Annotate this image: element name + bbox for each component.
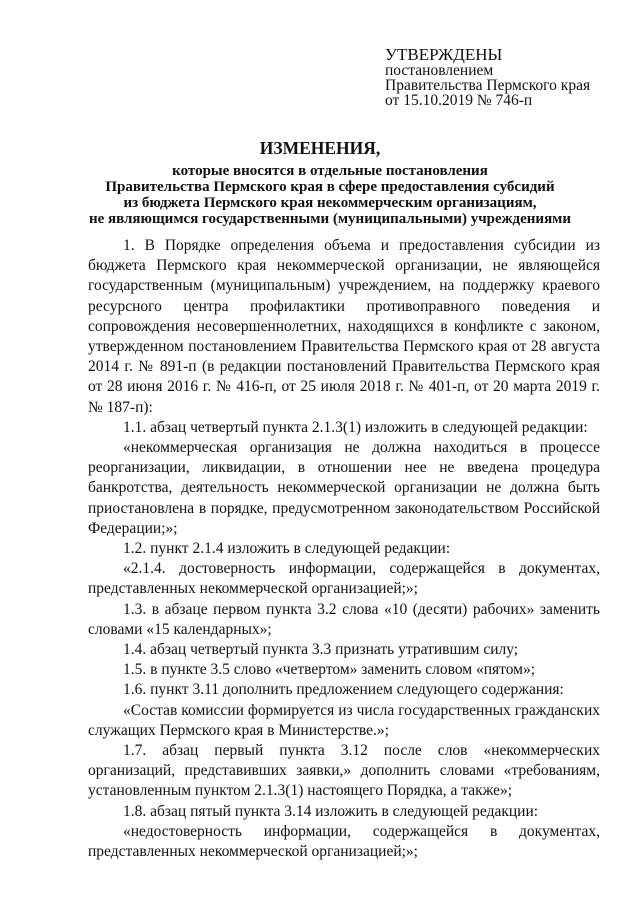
approval-stamp xyxy=(385,46,590,108)
subtitle-line: не являющимся государственными (муниципальными) учреждениями xyxy=(88,211,572,227)
document-title: ИЗМЕНЕНИЯ, xyxy=(259,138,381,158)
paragraph: 1. В Порядке определения объема и предоставления субсидии из бюджета Пермского края некоммерческой организации, не являющейся государственным (муниципальным) учреждением, на поддержку краевого ресурсного центра профилактики противоправного поведения и сопровождения несовершеннолетних, находящихся в конфликте с законом, утвержденном постановлением Правительства Пермского края от 28 августа 2014 г. № 891-п (в редакции постановлений Правительства Пермского края от 28 июня 2016 г. № 416-п, от 25 июля 2018 г. № 401-п, от 20 марта 2019 г. № 187-п): xyxy=(88,237,600,416)
paragraph: 1.3. в абзаце первом пункта 3.2 слова «10 (десяти) рабочих» заменить словами «15 календарных»; xyxy=(88,600,600,638)
approval-line: Правительства Пермского края xyxy=(385,77,591,94)
document-body xyxy=(88,236,600,862)
approval-heading: УТВЕРЖДЕНЫ xyxy=(385,45,503,64)
paragraph: 1.5. в пункте 3.5 слово «четвертом» заменить словом «пятом»; xyxy=(123,661,536,679)
subtitle-line: которые вносятся в отдельные постановления xyxy=(172,163,488,179)
paragraph: 1.8. абзац пятый пункта 3.14 изложить в следующей редакции: xyxy=(123,802,539,820)
paragraph: «2.1.4. достоверность информации, содержащейся в документах, представленных некоммерческой организацией;»; xyxy=(88,560,600,598)
paragraph: «некоммерческая организация не должна находиться в процессе реорганизации, ликвидации, в отношении нее не введена процедура банкротства, деятельность некоммерческой организации не должна быть приостановлена в порядке, предусмотренном законодательством Российской Федерации;»; xyxy=(88,439,600,537)
paragraph: «Состав комиссии формируется из числа государственных гражданских служащих Пермского края в Министерстве.»; xyxy=(88,701,600,739)
paragraph: 1.7. абзац первый пункта 3.12 после слов «некоммерческих организаций, представивших заявки,» дополнить словами «требованиям, установленным пунктом 2.1.3(1) настоящего Порядка, а также»; xyxy=(88,742,600,800)
document-subtitle xyxy=(60,163,600,227)
paragraph: 1.2. пункт 2.1.4 изложить в следующей редакции: xyxy=(123,540,451,558)
paragraph: 1.4. абзац четвертый пункта 3.3 признать утратившим силу; xyxy=(123,641,519,659)
approval-line: постановлением xyxy=(385,62,494,79)
paragraph: «недостоверность информации, содержащейся в документах, представленных некоммерческой организацией;»; xyxy=(88,822,600,861)
subtitle-line: из бюджета Пермского края некоммерческим организациям, xyxy=(123,195,537,211)
subtitle-line: Правительства Пермского края в сфере предоставления субсидий xyxy=(105,179,555,195)
paragraph: 1.6. пункт 3.11 дополнить предложением следующего содержания: xyxy=(123,681,564,699)
paragraph: 1.1. абзац четвертый пункта 2.1.3(1) изложить в следующей редакции: xyxy=(123,418,588,436)
approval-line: от 15.10.2019 № 746-п xyxy=(385,92,533,109)
